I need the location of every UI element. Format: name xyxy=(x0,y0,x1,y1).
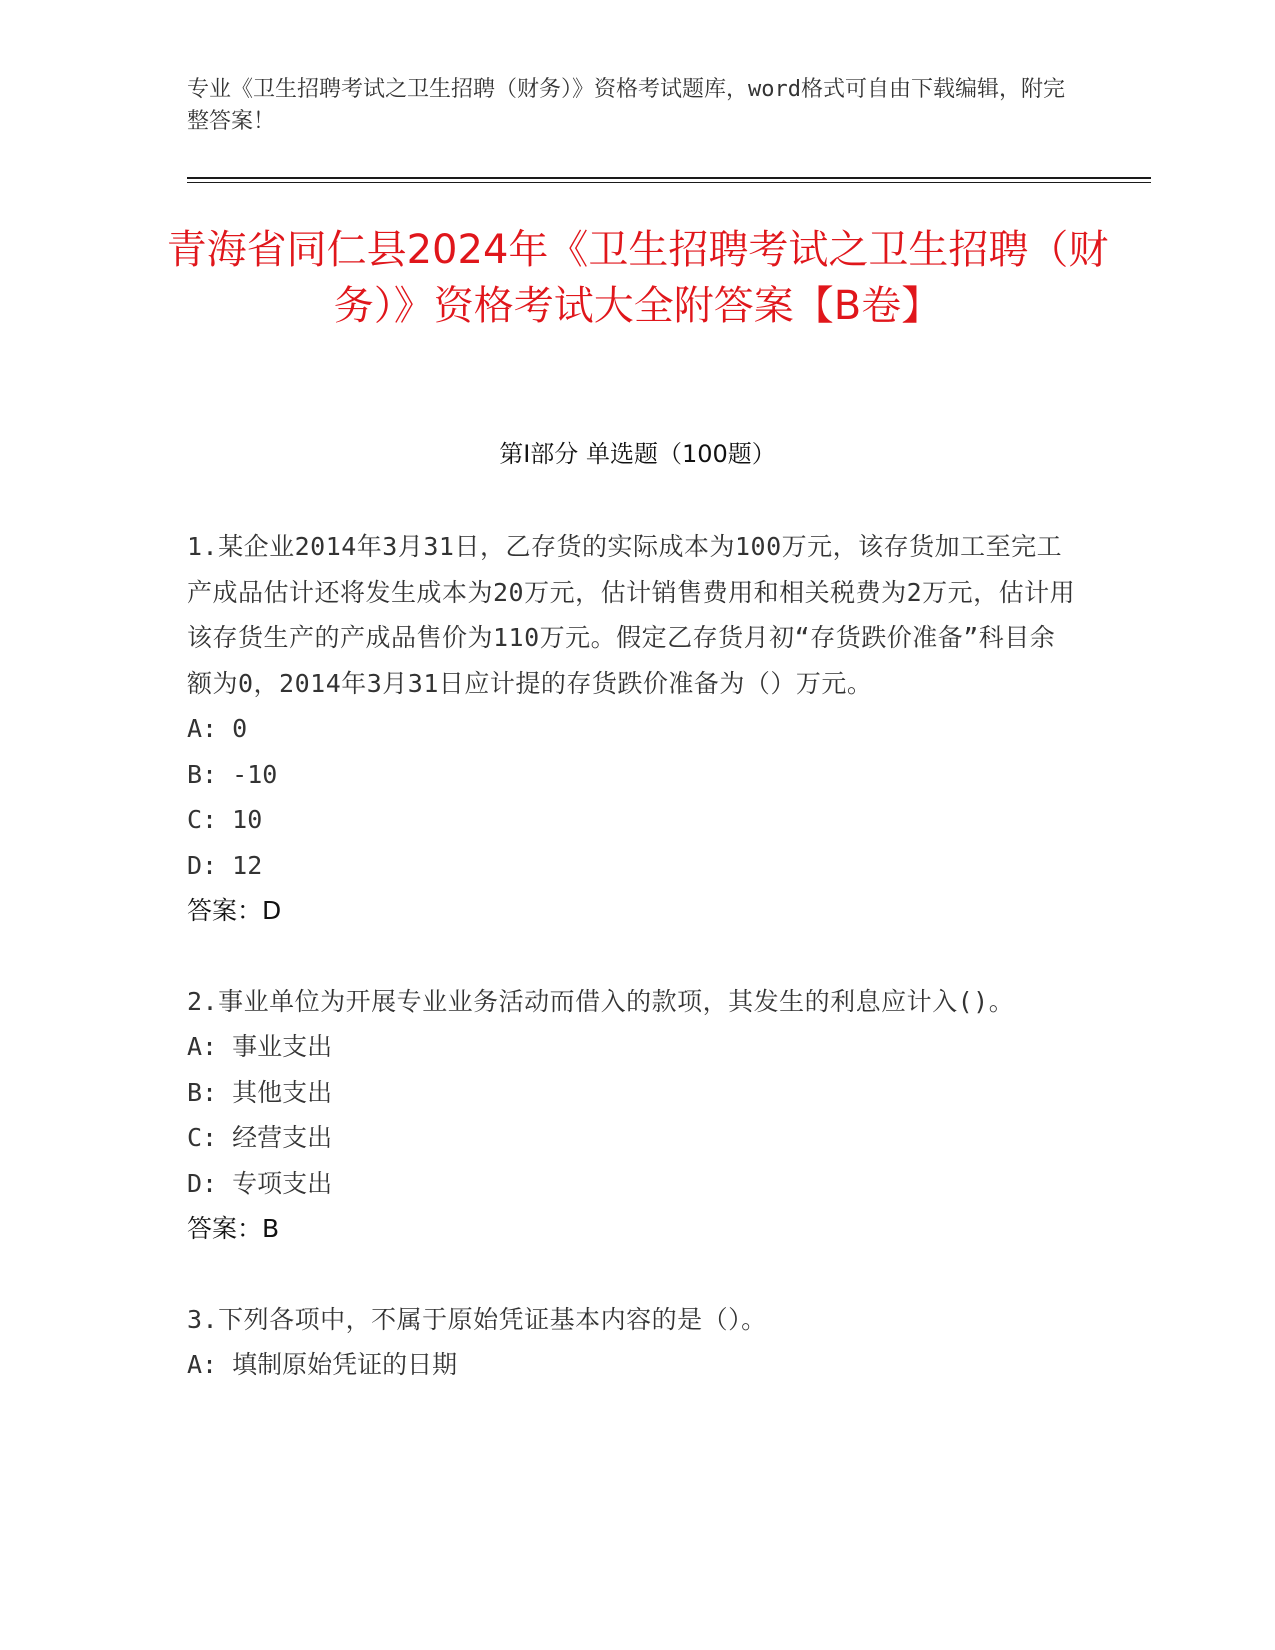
option-b: B: -10 xyxy=(187,759,278,789)
option-c: C: 10 xyxy=(187,805,263,834)
option-b: B: 其他支出 xyxy=(187,1077,333,1107)
question-2 xyxy=(187,979,1077,1252)
answer: 答案：B xyxy=(187,1214,280,1243)
answer: 答案：D xyxy=(187,896,282,925)
option-d: D: 12 xyxy=(187,850,263,880)
option-a: A: 事业支出 xyxy=(187,1032,333,1061)
question-list xyxy=(187,524,1077,1433)
header-divider xyxy=(187,177,1151,179)
option-c: C: 经营支出 xyxy=(187,1123,333,1152)
question-1 xyxy=(187,524,1077,934)
question-text: 2.事业单位为开展专业业务活动而借入的款项，其发生的利息应计入()。 xyxy=(187,986,1015,1016)
option-a: A: 0 xyxy=(187,714,248,743)
header-note: 专业《卫生招聘考试之卫生招聘（财务）》资格考试题库，word格式可自由下载编辑，附完整答案！ xyxy=(187,77,1065,134)
document-title: 青海省同仁县2024年《卫生招聘考试之卫生招聘（财务）》资格考试大全附答案【B卷】 xyxy=(166,227,1109,329)
option-d: D: 专项支出 xyxy=(187,1168,333,1198)
section-title: 第I部分 单选题（100题） xyxy=(499,440,776,468)
question-text: 3.下列各项中，不属于原始凭证基本内容的是（）。 xyxy=(187,1304,767,1334)
header-divider-thin xyxy=(187,182,1151,183)
question-3 xyxy=(187,1297,1077,1388)
option-a: A: 填制原始凭证的日期 xyxy=(187,1350,458,1379)
question-text: 1.某企业2014年3月31日，乙存货的实际成本为100万元，该存货加工至完工产成品估计还将发生成本为20万元，估计销售费用和相关税费为2万元，估计用该存货生产的产成品售价为110万元。假定乙存货月初“存货跌价准备”科目余额为0，2014年3月31日应计提的存货跌价准备为（）万元。 xyxy=(187,532,1076,698)
